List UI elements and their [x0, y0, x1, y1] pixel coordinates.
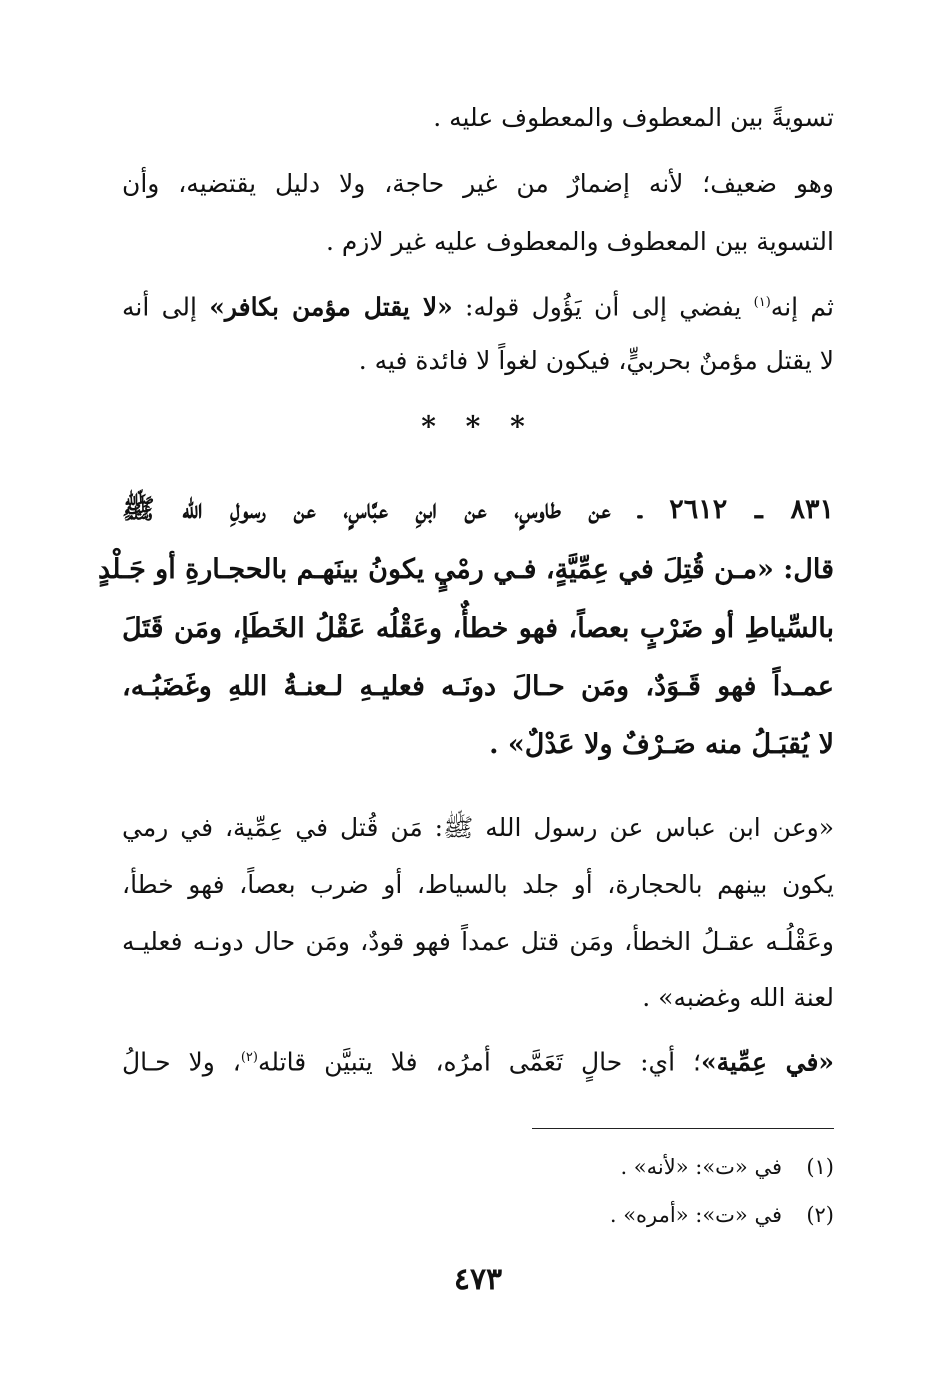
footnote-text: في «ت»: «لأنه» . [620, 1155, 782, 1179]
book-page [98, 0, 835, 1379]
hadith-line: لا يُقبَـلُ منه صَـرْفٌ ولا عَدْلٌ» . [489, 729, 834, 760]
quoted-term: «في عِمِّية» [700, 1047, 835, 1077]
footnote [122, 1200, 834, 1230]
hadith-line: عمـداً فهو قَـوَدٌ، ومَن حـالَ دونَـه فعليـهِ لـعنـةُ اللهِ وغَضَبُـه، [122, 671, 834, 702]
hadith-line: ٨٣١ ـ ٢٦١٢ ـ عن طاوسٍ، عن ابنِ عبَّاسٍ، عن رسولِ الله ﷺ [122, 494, 834, 525]
footnote-text: في «ت»: «أمره» . [609, 1203, 782, 1227]
text-segment: يفضي إلى أن يَؤُول قوله: [452, 292, 754, 322]
commentary-line: «وعن ابن عباس عن رسول الله ﷺ: مَن قُتل في عِمِّية، في رمي [122, 813, 834, 842]
body-line [122, 283, 834, 327]
footnote-divider [532, 1128, 834, 1129]
body-line: وهو ضعيف؛ لأنه إضمارٌ من غير حاجة، ولا دليل يقتضيه، وأن [122, 169, 834, 198]
hadith-quote: «لا يقتل مؤمن بكافر» [209, 292, 453, 322]
commentary-line: يكون بينهم بالحجارة، أو جلد بالسياط، أو ضرب بعصاً، فهو خطأ، [122, 870, 834, 899]
text-segment: إلى أنه [122, 292, 210, 322]
footnote-number: (٢) [806, 1203, 834, 1227]
body-line: لا يقتل مؤمنٌ بحربيٍّ، فيكون لغواً لا فائدة فيه . [358, 346, 834, 375]
body-line: تسويةً بين المعطوف والمعطوف عليه . [433, 103, 834, 132]
body-line: التسوية بين المعطوف والمعطوف عليه غير لازم . [325, 227, 834, 256]
commentary-line: وعَقْلُـه عقـلُ الخطأ، ومَن قتل عمداً فهو قودٌ، ومَن حال دونـه فعليـه [122, 927, 834, 956]
footnote-reference: (١) [753, 295, 771, 310]
hadith-line: قال: «مـن قُتِلَ في عِمِّيَّةٍ، فـي رمْيٍ يكونُ بينَهـم بالحجـارةِ أو جَـلْدٍ [98, 554, 834, 585]
text-segment: ، ولا حـالُ [122, 1047, 241, 1077]
page-number: ٤٧٣ [453, 1262, 503, 1297]
section-separator: * * * [421, 410, 535, 443]
hadith-line: بالسِّياطِ أو ضَرْبٍ بعصاً، فهو خطأٌ، وعَقْلُه عَقْلُ الخَطَإ، ومَن قَتَلَ [122, 613, 834, 644]
footnote-number: (١) [806, 1155, 834, 1179]
footnote-reference: (٢) [240, 1050, 258, 1065]
commentary-line: لعنة الله وغضبه» . [642, 983, 834, 1012]
text-segment: ؛ أي: حالٍ تَعَمَّى أمرُه، فلا يتبيَّن قاتله [257, 1047, 701, 1077]
footnote [122, 1152, 834, 1182]
text-segment: ثم إنه [770, 292, 834, 322]
body-line [122, 1038, 834, 1082]
